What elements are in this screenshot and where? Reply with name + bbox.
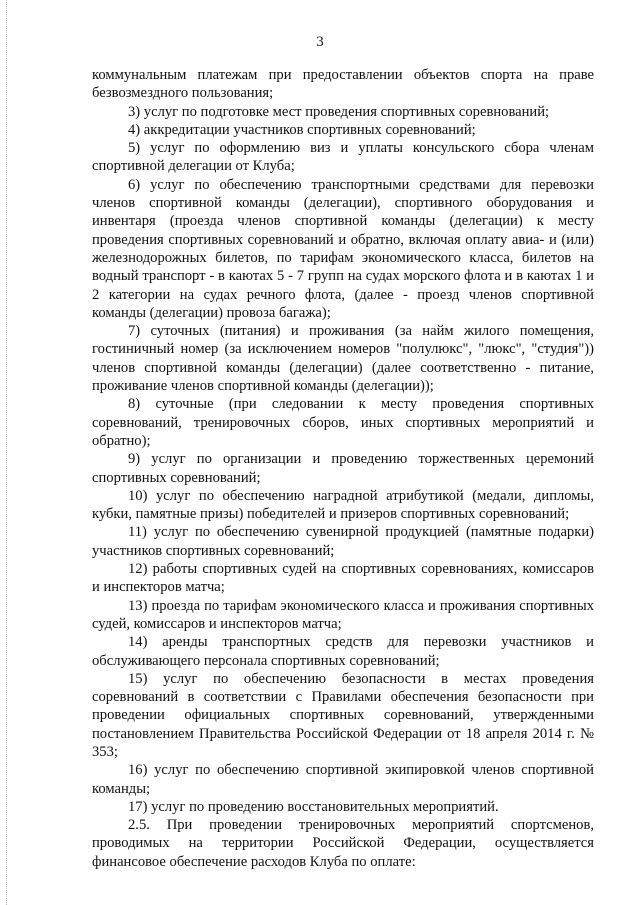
page-number: 3: [316, 34, 324, 50]
paragraph-item-17: 17) услуг по проведению восстановительных мероприятий.: [128, 798, 499, 815]
document-body: [92, 66, 594, 871]
paragraph-item-14: 14) аренды транспортных средств для перевозки участников и обслуживающего персонала спортивных соревнований;: [92, 634, 594, 669]
paragraph-item-13: 13) проезда по тарифам экономического класса и проживания спортивных судей, комиссаров и инспекторов матча;: [92, 597, 594, 632]
paragraph-item-15: 15) услуг по обеспечению безопасности в местах проведения соревнований в соответствии с Правилами обеспечения безопасности при проведении официальных спортивных соревнований, утвержденными постановлением Правительства Российской Федерации от 18 апреля 2014 г. № 353;: [92, 670, 594, 760]
paragraph-item-3: 3) услуг по подготовке мест проведения спортивных соревнований;: [128, 103, 550, 120]
paragraph-item-12: 12) работы спортивных судей на спортивных соревнованиях, комиссаров и инспекторов матча;: [92, 561, 594, 596]
paragraph-item-11: 11) услуг по обеспечению сувенирной продукцией (памятные подарки) участников спортивных соревнований;: [92, 524, 594, 559]
paragraph-item-9: 9) услуг по организации и проведению торжественных церемоний спортивных соревнований;: [92, 451, 594, 486]
paragraph-item-16: 16) услуг по обеспечению спортивной экипировкой членов спортивной команды;: [92, 762, 594, 797]
paragraph-item-4: 4) аккредитации участников спортивных соревнований;: [128, 121, 476, 138]
paragraph-item-7: 7) суточных (питания) и проживания (за найм жилого помещения, гостиничный номер (за исключением номеров "полулюкс", "люкс", "студия")) членов спортивной команды (делегации) (далее соответственно - питание, проживание членов спортивной команды (делегации));: [92, 323, 594, 395]
paragraph-item-10: 10) услуг по обеспечению наградной атрибутикой (медали, дипломы, кубки, памятные призы) победителей и призеров спортивных соревнований;: [92, 487, 594, 523]
scan-edge-line: [6, 0, 7, 905]
paragraph-continuation: коммунальным платежам при предоставлении объектов спорта на праве безвозмездного пользования;: [92, 67, 594, 102]
paragraph-item-6: 6) услуг по обеспечению транспортными средствами для перевозки членов спортивной команды (делегации), спортивного оборудования и инвентаря (проезда членов спортивной команды (делегации) к месту проведения спортивных соревнований и обратно, включая оплату авиа- и (или) железнодорожных билетов, по тарифам экономического класса, билетов на водный транспорт - в каютах 5 - 7 групп на судах морского флота и в каютах 1 и 2 категории на судах речного флота, (далее - проезд членов спортивной команды (делегации) провоза багажа);: [92, 176, 594, 321]
paragraph-item-5: 5) услуг по оформлению виз и уплаты консульского сбора членам спортивной делегации от Клуба;: [92, 140, 594, 175]
section-2-5: 2.5. При проведении тренировочных мероприятий спортсменов, проводимых на территории Российской Федерации, осуществляется финансовое обеспечение расходов Клуба по оплате:: [92, 817, 594, 870]
paragraph-item-8: 8) суточные (при следовании к месту проведения спортивных соревнований, тренировочных сборов, иных спортивных мероприятий и обратно);: [92, 396, 594, 449]
